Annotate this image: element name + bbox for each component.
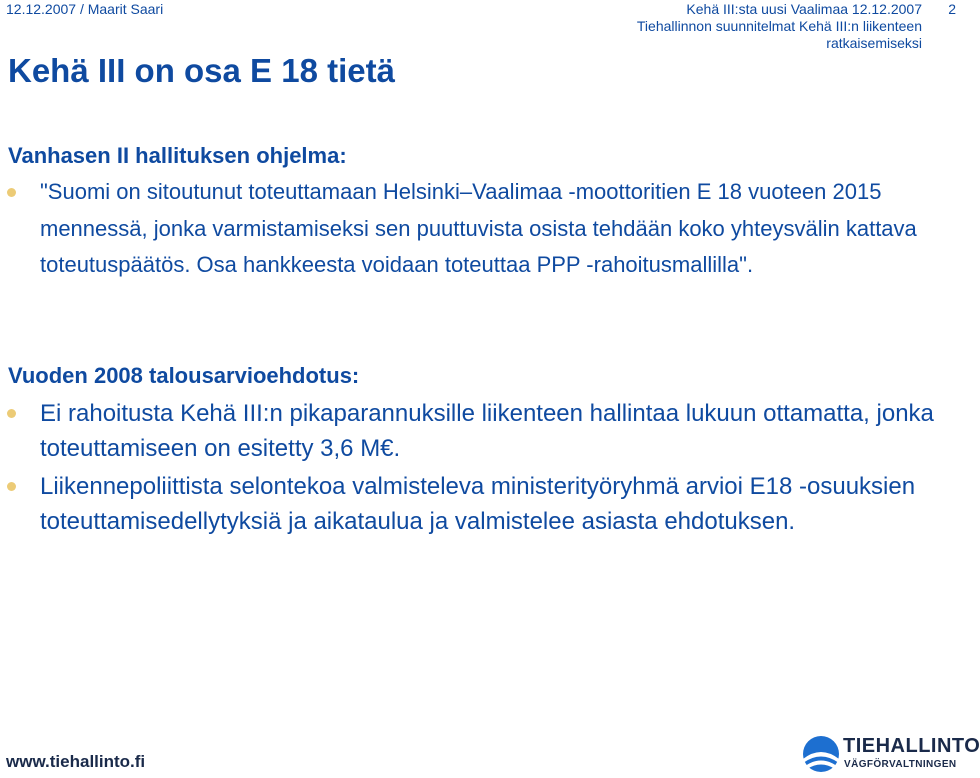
road-logo-icon <box>801 735 841 773</box>
header-date-author: 12.12.2007 / Maarit Saari <box>6 1 164 17</box>
slide-title: Kehä III on osa E 18 tietä <box>8 52 395 89</box>
bullet-text: "Suomi on sitoutunut toteuttamaan Helsinki–Vaalimaa -moottoritien E 18 vuoteen 2015 mennessä, jonka varmistamiseksi sen puuttuvista osista tehdään koko yhteysvälin kattava toteutuspäätös. Osa hankkeesta voidaan toteuttaa PPP -rahoitusmallilla". <box>40 179 917 277</box>
bullet-item <box>0 174 940 284</box>
header-line-2: Tiehallinnon suunnitelmat Kehä III:n liikenteen <box>636 18 922 34</box>
section-heading-budget-proposal: Vuoden 2008 talousarvioehdotus: <box>8 363 360 388</box>
section-bullets-budget-proposal <box>0 396 940 539</box>
section-heading-government-program: Vanhasen II hallituksen ohjelma: <box>8 143 347 168</box>
bullet-item <box>0 396 940 466</box>
header-line-1: Kehä III:sta uusi Vaalimaa 12.12.2007 <box>686 1 922 17</box>
logo-wordmark-swedish: VÄGFÖRVALTNINGEN <box>844 759 957 770</box>
bullet-dot-icon <box>7 188 16 197</box>
header-line-3: ratkaisemiseksi <box>826 35 922 51</box>
bullet-dot-icon <box>7 409 16 418</box>
bullet-dot-icon <box>7 482 16 491</box>
footer-website: www.tiehallinto.fi <box>6 752 146 771</box>
bullet-item <box>0 469 940 539</box>
page-number: 2 <box>948 1 956 17</box>
bullet-text: Liikennepoliittista selontekoa valmisteleva ministerityöryhmä arvioi E18 -osuuksien toteuttamisedellytyksiä ja aikataulua ja valmistelee asiasta ehdotuksen. <box>40 473 916 535</box>
logo-wordmark-finnish: TIEHALLINTO <box>843 735 980 757</box>
bullet-text: Ei rahoitusta Kehä III:n pikaparannuksille liikenteen hallintaa lukuun ottamatta, jonka toteuttamiseen on esitetty 3,6 M€. <box>40 400 934 462</box>
header-presentation-title <box>562 1 922 52</box>
tiehallinto-logo <box>801 735 980 773</box>
section-bullets-government-program <box>0 174 940 284</box>
